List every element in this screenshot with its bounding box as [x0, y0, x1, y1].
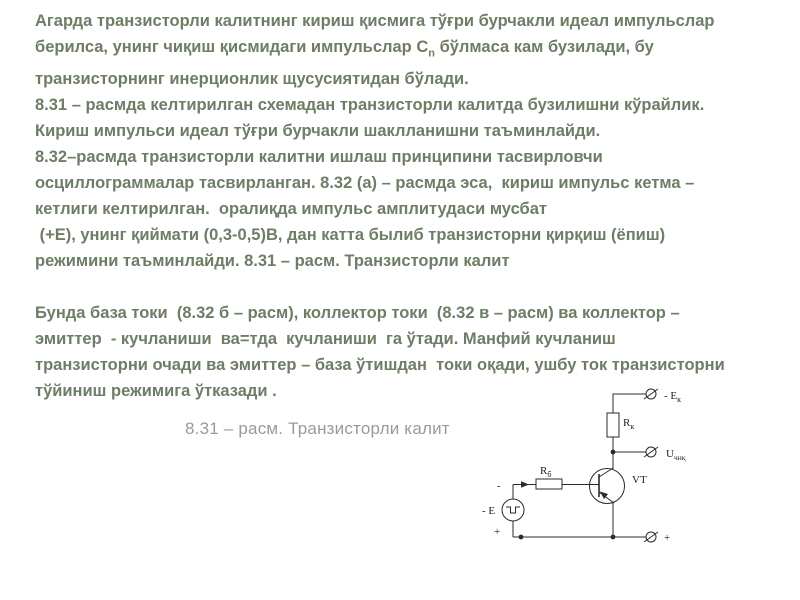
- label-plus-left: +: [494, 526, 501, 538]
- text-line: режимини таъминлайди. 8.31 – расм. Транзисторли калит: [35, 252, 510, 271]
- body-text: [35, 8, 768, 404]
- text-line: транзисторнинг инерционлик щусусиятидан бўлади.: [35, 70, 469, 89]
- text-line: эмиттер - кучланиши ва=тда кучланиши га ўтади. Манфий кучланиш: [35, 330, 616, 349]
- pulse-source-icon: [506, 507, 520, 513]
- text-line: кетлиги келтирилган. оралиқда импульс амплитудаси мусбат: [35, 200, 547, 219]
- text-line: Кириш импульси идеал тўғри бурчакли шаклланишни таъминлайди.: [35, 122, 601, 141]
- circuit-diagram: [480, 385, 790, 565]
- paragraph: [35, 8, 768, 92]
- junction-dot: [611, 535, 616, 540]
- text-line: Бунда база токи (8.32 б – расм), коллектор токи (8.32 в – расм) ва коллектор –: [35, 304, 680, 323]
- figure-caption: 8.31 – расм. Транзисторли калит: [185, 419, 450, 438]
- text-line: 8.31 – расмда келтирилган схемадан транзисторли калитда бузилишни кўрайлик.: [35, 96, 705, 115]
- resistor-rb: [536, 479, 562, 489]
- paragraph: [35, 222, 768, 274]
- text-line: Агарда транзисторли калитнинг кириш қисмига тўғри бурчакли идеал импульслар: [35, 12, 715, 30]
- label-plus-right: +: [664, 532, 671, 544]
- paragraph: [35, 144, 768, 222]
- label-e-source: - Е: [482, 505, 496, 517]
- text-line: [35, 38, 654, 56]
- wire: [613, 394, 646, 413]
- pulse-source: [502, 499, 524, 521]
- text-segment: берилса, унинг чиқиш қисмидаги импульслар С: [35, 38, 429, 56]
- text-line: (+Е), унинг қиймати (0,3-0,5)В, дан катта былиб транзисторни қирқиш (ёпиш): [35, 226, 666, 245]
- paragraph: [35, 92, 768, 144]
- label-vt: VT: [632, 474, 647, 486]
- subscript-cn: n: [428, 47, 435, 56]
- label-u-out: $U_{чиқ}$: [666, 448, 686, 462]
- label-ek: - $Е_к$: [664, 390, 682, 404]
- current-arrow: [521, 481, 529, 488]
- resistor-rk: [607, 413, 619, 437]
- text-line: транзисторни очади ва эмиттер – база ўтишдан токи оқади, ушбу ток транзисторни: [35, 356, 725, 375]
- junction-dot: [519, 535, 524, 540]
- label-minus: -: [497, 481, 501, 492]
- text-line: осциллограммалар тасвирланган. 8.32 (а) – расмда эса, кириш импульс кетма –: [35, 174, 695, 193]
- text-line: 8.32–расмда транзисторли калитни ишлаш принципини тасвирловчи: [35, 148, 603, 167]
- label-rk: $R_к$: [623, 417, 635, 431]
- junction-dot: [611, 450, 616, 455]
- text-line: тўйиниш режимига ўтказади .: [35, 382, 277, 401]
- text-segment: бўлмаса кам бузилади, бу: [434, 38, 654, 56]
- label-rb: $R_б$: [540, 465, 552, 479]
